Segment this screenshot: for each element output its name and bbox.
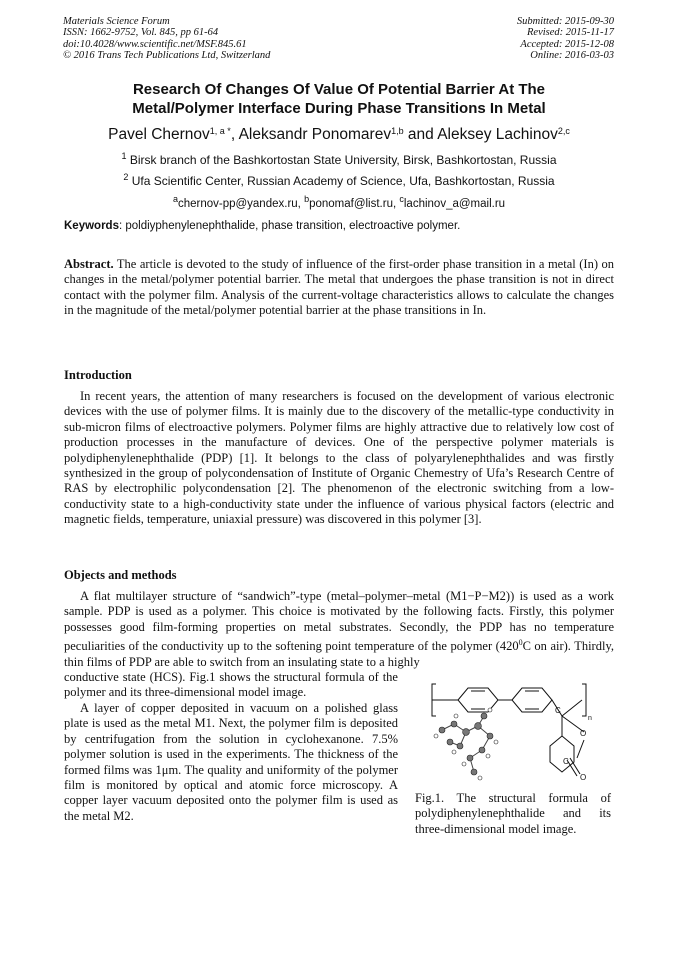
- doi: doi:10.4028/www.scientific.net/MSF.845.61: [63, 38, 247, 50]
- author-name: Pavel Chernov: [108, 126, 210, 143]
- author-list: [40, 121, 638, 145]
- paper-title: [40, 80, 638, 118]
- abstract-label: Abstract.: [64, 257, 114, 271]
- methods-column-text: conductive state (HCS). Fig.1 shows the structural formula of the polymer and its three-dimensional model image.: [64, 670, 398, 700]
- author-sup: 1, a *: [209, 126, 231, 136]
- keywords-label: Keywords: [64, 220, 119, 232]
- submitted-date: Submitted: 2015-09-30: [516, 16, 614, 27]
- abstract: [64, 257, 614, 319]
- introduction-heading: Introduction: [64, 368, 132, 382]
- accepted-date: Accepted: 2015-12-08: [520, 38, 614, 50]
- copyright: © 2016 Trans Tech Publications Ltd, Switzerland: [63, 49, 271, 61]
- affiliation-text: Birsk branch of the Bashkortostan State University, Birsk, Bashkortostan, Russia: [129, 153, 557, 167]
- atom-label-c: C: [563, 757, 569, 766]
- title-line-2: Metal/Polymer Interface During Phase Transitions In Metal: [132, 100, 546, 117]
- email: ponomaf@list.ru,: [309, 198, 400, 210]
- introduction-paragraph: In recent years, the attention of many researchers is focused on the development of various electronic devices with the use of polymer films. It is mainly due to the discovery of the metallic-type conductivity in sub-micron films of electroactive polymers. Polymer films are highly attractive due to relatively low cost of production processes in the manufacture of devices. One of the perspective polymer materials is polydiphenylenephthalide (PDP) [1]. It belongs to the class of polyarylenephthalides and was firstly synthesized in the group of polycondensation of Institute of Organic Chemestry of Ufa’s Research Centre of RAS by electrophilic polycondensation [2]. The phenomenon of the electronic switching from a low-conductivity state to a high-conductivity state under the influence of various physical factors (electric and magnetic fields, temperature, uniaxial pressure) was discovered in this polymer [3].: [64, 389, 614, 527]
- methods-heading: Objects and methods: [64, 568, 177, 582]
- affiliation: [40, 170, 638, 189]
- keywords-text: : poldiyphenylenephthalide, phase transition, electroactive polymer.: [118, 220, 461, 232]
- author-sup: 1,b: [391, 126, 404, 136]
- author-sup: 2,c: [557, 126, 570, 136]
- email: chernov-pp@yandex.ru,: [177, 198, 305, 210]
- degree-sup: 0: [518, 638, 523, 648]
- affiliation-text: Ufa Scientific Center, Russian Academy of Science, Ufa, Bashkortostan, Russia: [131, 174, 555, 188]
- methods-text: C on air). Thirdly, thin films of PDP are able to switch from an insulating state to a highly: [64, 639, 615, 669]
- dates-header: [517, 16, 614, 61]
- abstract-text: The article is devoted to the study of influence of the first-order phase transition in a metal (In) on changes in the metal/polymer potential barrier. The metal that undergoes the phase transition is not in direct contact with the polymer film. Analysis of the current-voltage characteristics allows to calculate the changes in the magnitude of the metal/polymer potential barrier at the phase transitions in In.: [64, 257, 614, 318]
- affiliation: [40, 149, 638, 168]
- email-list: [40, 192, 638, 212]
- subscript-n: n: [588, 715, 592, 722]
- email-sup: c: [399, 194, 404, 204]
- methods-column-text: A layer of copper deposited in vacuum on a polished glass plate is used as the metal M1. Next, the polymer film is deposited by centrifugation from the solution in cyclohexanone. 7.5% polymer solution is used in the experiments. The thickness of the formed films was 1μm. The quality and uniformity of the polymer film is monitored by optical and atomic force microscopy. A copper layer vacuum deposited onto the polymer film is used as the metal M2.: [64, 701, 398, 823]
- author-separator: ,: [230, 126, 239, 143]
- journal-header: [63, 16, 270, 61]
- email: lachinov_a@mail.ru: [403, 198, 506, 210]
- atom-label-o: O: [580, 773, 587, 782]
- affiliation-sup: 1: [121, 151, 127, 161]
- atom-label-c: C: [555, 706, 561, 715]
- email-sup: a: [172, 194, 178, 204]
- issn: ISSN: 1662-9752, Vol. 845, pp 61-64: [63, 27, 219, 39]
- author-name: Aleksey Lachinov: [437, 126, 558, 143]
- author-name: Aleksandr Ponomarev: [238, 126, 392, 143]
- email-sup: b: [304, 194, 310, 204]
- atom-label-o: O: [580, 729, 587, 738]
- methods-text: A flat multilayer structure of “sandwich”-type (metal–polymer–metal (M1−P−M2)) is used as a work sample. PDP is used as a polymer. This choice is motivated by the following facts. Firstly, this polymer possesses good film-forming properties on metal substrates. Secondly, the PDP has no temperature peculiarities of the conductivity up to the softening point temperature of the polymer (420: [64, 589, 614, 654]
- journal-name: Materials Science Forum: [63, 16, 170, 27]
- methods-paragraph: [64, 589, 614, 670]
- title-line-1: Research Of Changes Of Value Of Potential Barrier At The: [132, 81, 546, 98]
- structural-formula-figure: [412, 680, 612, 790]
- figure-caption: Fig.1. The structural formula of polydiphenylenephthalide and its three-dimensional model image.: [415, 791, 611, 836]
- revised-date: Revised: 2015-11-17: [527, 27, 614, 39]
- keywords: [64, 219, 614, 234]
- online-date: Online: 2016-03-03: [530, 49, 614, 61]
- affiliation-sup: 2: [123, 172, 129, 182]
- author-separator: and: [403, 126, 438, 143]
